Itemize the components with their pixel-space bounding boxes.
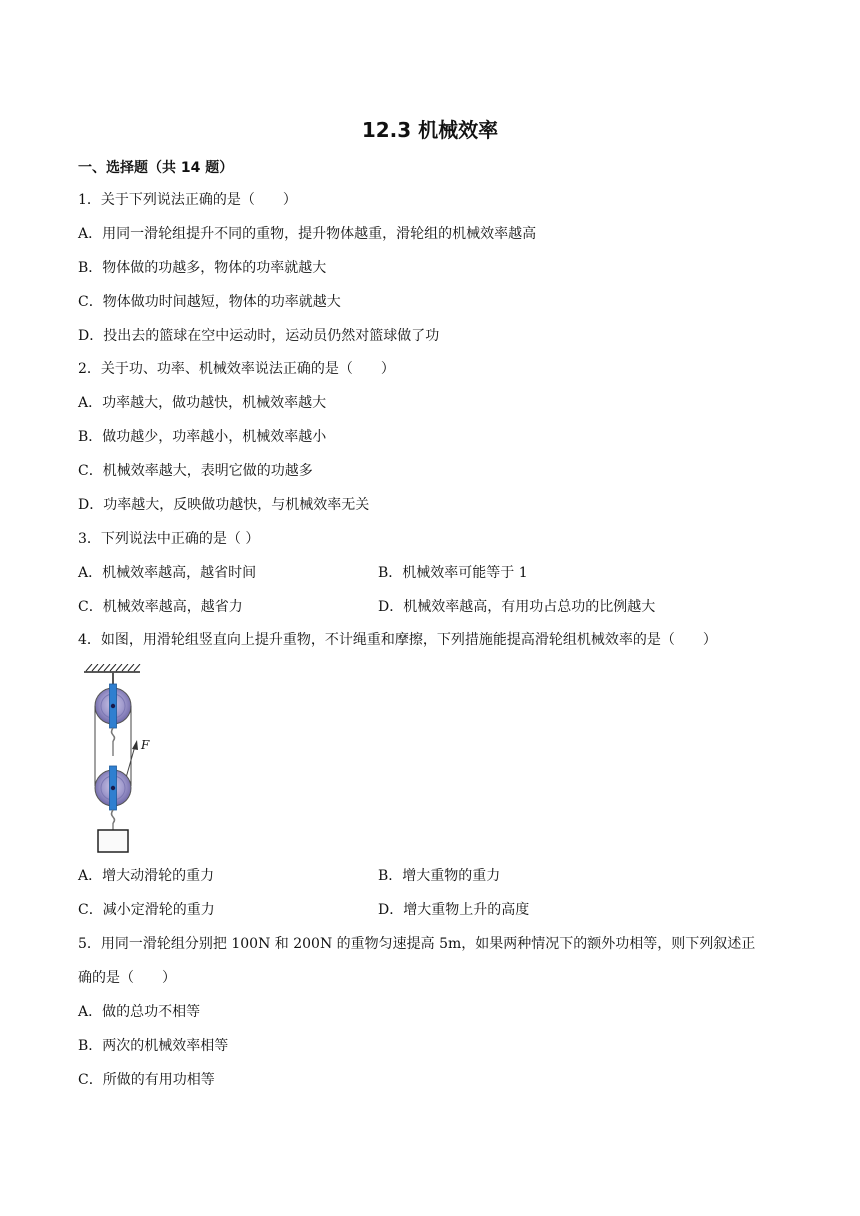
question-4-option-d: D．增大重物上升的高度	[378, 902, 530, 918]
question-1-option-a: A．用同一滑轮组提升不同的重物，提升物体越重，滑轮组的机械效率越高	[78, 226, 537, 242]
question-2-stem: 2．关于功、功率、机械效率说法正确的是（ ）	[78, 361, 395, 377]
movable-pulley	[95, 766, 131, 810]
question-5-option-a: A．做的总功不相等	[78, 1004, 201, 1020]
question-5-option-b: B．两次的机械效率相等	[78, 1038, 229, 1054]
question-2-option-b: B．做功越少，功率越小，机械效率越小	[78, 429, 327, 445]
question-4-stem: 4．如图，用滑轮组竖直向上提升重物，不计绳重和摩擦，下列措施能提高滑轮组机械效率的是（ ）	[78, 632, 717, 648]
question-1-stem: 1．关于下列说法正确的是（ ）	[78, 192, 297, 208]
ceiling-hatch	[84, 664, 140, 672]
weight-block	[98, 830, 128, 852]
question-3-option-c: C．机械效率越高，越省力	[78, 599, 243, 615]
question-3-option-a: A．机械效率越高，越省时间	[78, 565, 257, 581]
question-5-stem-line1: 5．用同一滑轮组分别把 100N 和 200N 的重物匀速提高 5m，如果两种情况下的额外功相等，则下列叙述正	[78, 936, 756, 952]
fixed-pulley	[95, 684, 131, 728]
page-title: 12.3 机械效率	[361, 118, 499, 142]
question-2-option-d: D．功率越大，反映做功越快，与机械效率无关	[78, 497, 370, 513]
question-4-option-a: A．增大动滑轮的重力	[78, 868, 215, 884]
question-2-option-a: A．功率越大，做功越快，机械效率越大	[78, 395, 327, 411]
question-5-option-c: C．所做的有用功相等	[78, 1072, 215, 1088]
pulley-system-figure	[82, 664, 172, 854]
question-3-stem: 3．下列说法中正确的是（ ）	[78, 531, 260, 547]
question-3-option-b: B．机械效率可能等于 1	[378, 565, 528, 581]
question-4-option-c: C．减小定滑轮的重力	[78, 902, 215, 918]
force-arrow-icon	[132, 740, 138, 750]
question-3-option-d: D．机械效率越高，有用功占总功的比例越大	[378, 599, 656, 615]
question-1-option-c: C．物体做功时间越短，物体的功率就越大	[78, 294, 341, 310]
question-2-option-c: C．机械效率越大，表明它做的功越多	[78, 463, 313, 479]
question-1-option-d: D．投出去的篮球在空中运动时，运动员仍然对篮球做了功	[78, 328, 440, 344]
force-label: F	[141, 738, 150, 752]
question-5-stem-line2: 确的是（ ）	[78, 970, 176, 986]
section-heading: 一、选择题（共 14 题）	[78, 160, 234, 176]
question-4-option-b: B．增大重物的重力	[378, 868, 501, 884]
question-1-option-b: B．物体做的功越多，物体的功率就越大	[78, 260, 327, 276]
